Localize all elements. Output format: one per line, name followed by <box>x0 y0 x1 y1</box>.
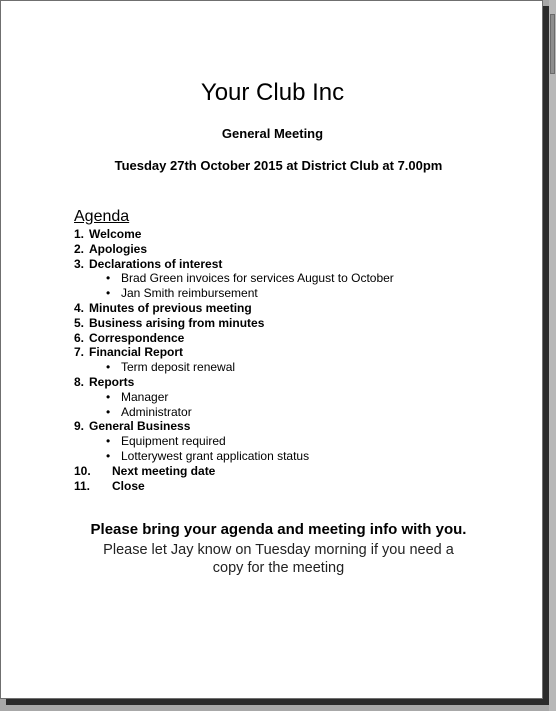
agenda-subitem <box>74 360 394 375</box>
agenda-item-number: 3. <box>74 256 85 271</box>
agenda-item-label: General Business <box>89 419 191 434</box>
agenda-item-label: Minutes of previous meeting <box>89 300 252 315</box>
agenda-subitem-label: Equipment required <box>121 434 226 449</box>
document-subtitle: General Meeting <box>221 126 324 141</box>
agenda-item <box>74 464 394 479</box>
agenda-item <box>74 257 394 272</box>
agenda-item-number: 9. <box>74 419 85 434</box>
agenda-item-label: Business arising from minutes <box>89 315 265 330</box>
agenda-item-label: Apologies <box>89 241 148 256</box>
agenda-item <box>74 345 394 360</box>
agenda-item-number: 11. <box>74 478 91 493</box>
agenda-item <box>74 242 394 257</box>
agenda-item-label: Declarations of interest <box>89 256 223 271</box>
agenda-item-label: Financial Report <box>89 345 184 360</box>
bullet-icon: • <box>106 271 111 286</box>
agenda-subitem <box>74 434 394 449</box>
agenda-item-number: 1. <box>74 227 85 241</box>
agenda-reminder: Please bring your agenda and meeting info with you. <box>90 521 467 538</box>
bullet-icon: • <box>106 360 111 375</box>
agenda-subitem-label: Manager <box>121 389 169 404</box>
agenda-subitem-label: Brad Green invoices for services August to October <box>121 271 394 286</box>
agenda-item-label: Reports <box>89 374 135 389</box>
vertical-scrollbar[interactable] <box>549 0 556 711</box>
agenda-item <box>74 316 394 331</box>
page-shadow-bottom <box>6 699 549 705</box>
copy-request-line-1: Please let Jay know on Tuesday morning if you need a <box>103 542 454 558</box>
agenda-subitem <box>74 286 394 301</box>
agenda-item-number: 6. <box>74 330 85 345</box>
agenda-item-label: Next meeting date <box>112 463 216 478</box>
agenda-item-label: Close <box>112 478 145 493</box>
copy-request-line-2: copy for the meeting <box>212 560 345 576</box>
agenda-item-number: 4. <box>74 300 85 315</box>
agenda-subitem <box>74 271 394 286</box>
agenda-subitem-label: Lotterywest grant application status <box>121 448 310 463</box>
agenda-item-number: 7. <box>74 345 85 360</box>
agenda-list <box>74 227 394 493</box>
agenda-subitem-label: Term deposit renewal <box>121 360 236 375</box>
agenda-item-label: Welcome <box>89 227 142 241</box>
agenda-subitem <box>74 449 394 464</box>
agenda-subitem-label: Jan Smith reimbursement <box>121 286 258 301</box>
agenda-item <box>74 419 394 434</box>
copy-request-note <box>1 541 556 577</box>
bullet-icon: • <box>106 448 111 463</box>
agenda-item-number: 10. <box>74 463 91 478</box>
agenda-item <box>74 375 394 390</box>
bullet-icon: • <box>106 434 111 449</box>
agenda-item <box>74 301 394 316</box>
agenda-item-number: 5. <box>74 315 85 330</box>
agenda-subitem <box>74 405 394 420</box>
agenda-item-number: 2. <box>74 241 85 256</box>
scrollbar-thumb[interactable] <box>550 14 555 74</box>
document-title: Your Club Inc <box>200 79 345 106</box>
agenda-subitem-label: Administrator <box>121 404 192 419</box>
bullet-icon: • <box>106 286 111 301</box>
agenda-item <box>74 331 394 346</box>
agenda-heading: Agenda <box>74 208 130 225</box>
bullet-icon: • <box>106 389 111 404</box>
agenda-item <box>74 479 394 494</box>
agenda-item <box>74 227 394 242</box>
bullet-icon: • <box>106 404 111 419</box>
agenda-item-label: Correspondence <box>89 330 185 345</box>
meeting-date-line: Tuesday 27th October 2015 at District Club at 7.00pm <box>114 158 443 173</box>
agenda-subitem <box>74 390 394 405</box>
agenda-item-number: 8. <box>74 374 85 389</box>
